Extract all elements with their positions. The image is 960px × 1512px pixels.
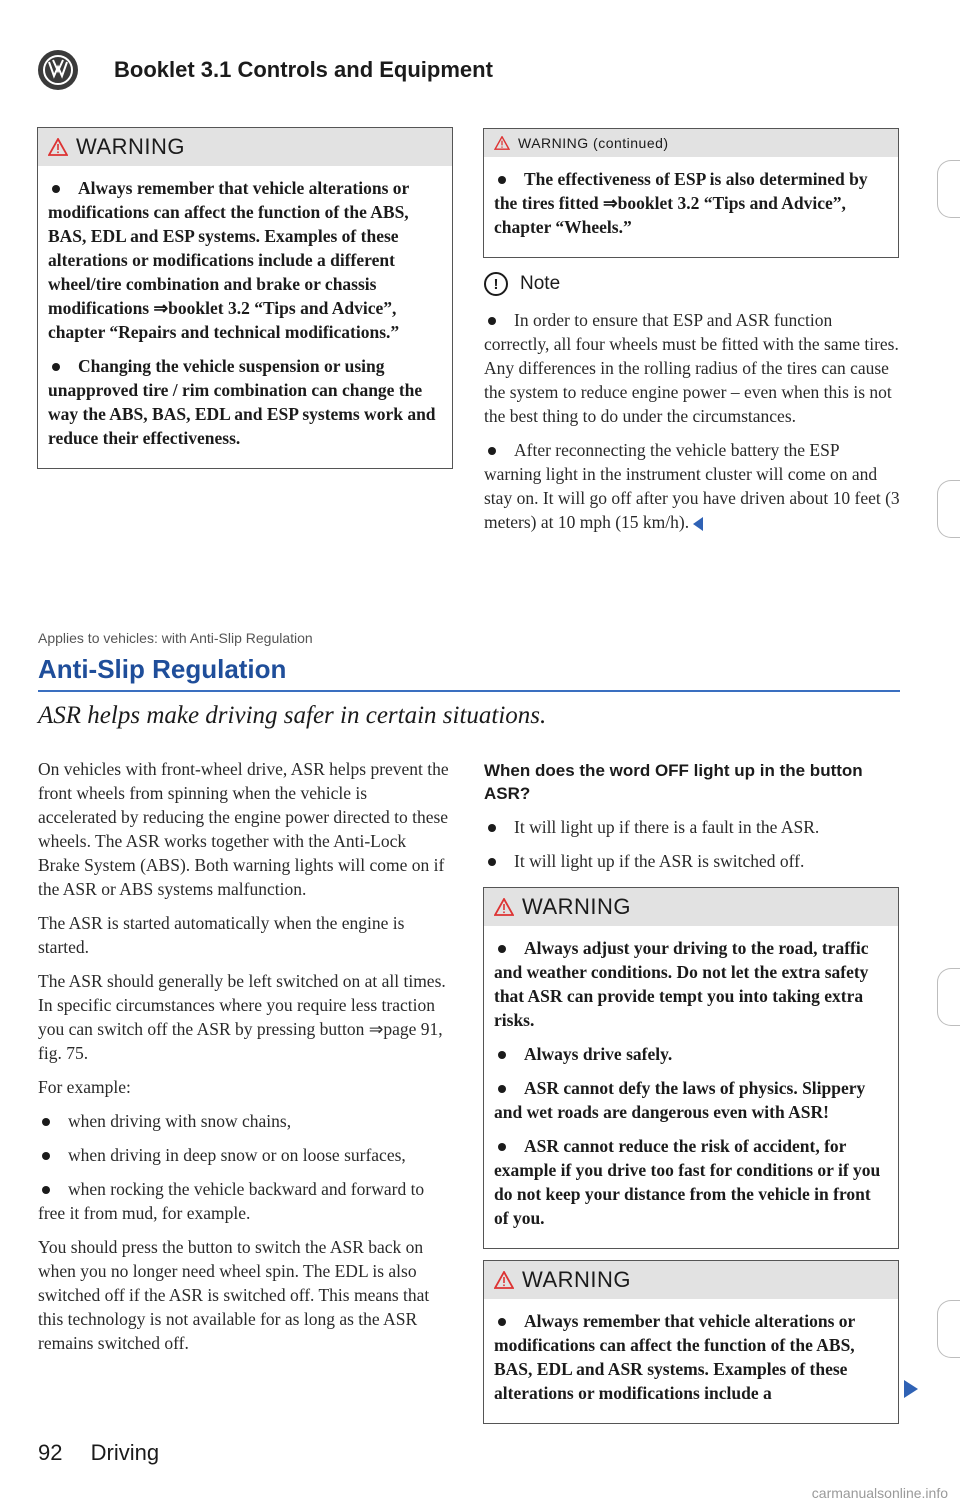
warning-bullet: The effectiveness of ESP is also determined by the tires fitted ⇒booklet 3.2 “Tips and Advice”, chapter “Wheels.”	[494, 169, 868, 237]
left-column-text	[38, 757, 450, 1365]
warning-bullet: Changing the vehicle suspension or using unapproved tire / rim combination can change the way the ABS, BAS, EDL and ESP systems work and reduce their effectiveness.	[48, 356, 436, 448]
warning-triangle-icon	[494, 898, 514, 916]
continue-arrow-icon	[904, 1380, 918, 1398]
example-bullet: when driving in deep snow or on loose surfaces,	[38, 1143, 450, 1167]
page-edge-tab	[937, 160, 960, 218]
warning-triangle-icon	[494, 1271, 514, 1289]
note-header	[484, 272, 560, 296]
watermark: carmanualsonline.info	[811, 1485, 948, 1501]
header-title: Booklet 3.1 Controls and Equipment	[114, 57, 493, 82]
warning-bullet: Always drive safely.	[494, 1042, 888, 1066]
paragraph: On vehicles with front-wheel drive, ASR helps prevent the front wheels from spinning when the vehicle is accelerated by reducing the engine power directed to these wheels. The ASR works together with the Anti-Lock Brake System (ABS). Both warning lights will come on if the ASR or ABS systems malfunction.	[38, 759, 449, 899]
warning-bullet: Always remember that vehicle alterations or modifications can affect the function of the ABS, BAS, EDL and ASR systems. Examples of these alterations or modifications include a	[494, 1311, 855, 1403]
warning-bullet: Always adjust your driving to the road, traffic and weather conditions. Do not let the extra safety that ASR can provide tempt you into taking extra risks.	[494, 938, 869, 1030]
end-of-section-icon	[693, 517, 703, 531]
warning-box-2	[483, 887, 899, 1249]
paragraph: You should press the button to switch the ASR back on when you no longer need wheel spin. The EDL is also switched off if the ASR is switched off. This means that this technology is not available for as long as the ASR remains switched off.	[38, 1237, 430, 1353]
warning-bullet: Always remember that vehicle alterations or modifications can affect the function of the ABS, BAS, EDL and ESP systems. Examples of these alterations or modifications include a different wheel/tire combination and brake or chassis modifications ⇒booklet 3.2 “Tips and Advice”, chapter “Repairs and technical modifications.”	[48, 178, 409, 342]
warning-title: WARNING	[522, 1267, 632, 1292]
example-bullet: when driving with snow chains,	[38, 1109, 450, 1133]
paragraph: The ASR is started automatically when the engine is started.	[38, 913, 405, 957]
warning-continued-title: WARNING (continued)	[518, 135, 669, 151]
warning-header	[484, 129, 898, 157]
section-divider	[38, 690, 900, 692]
warning-bullet: ASR cannot reduce the risk of accident, for example if you drive too fast for conditions or if you do not keep your distance from the vehicle in front of you.	[494, 1136, 881, 1228]
page-number: 92	[38, 1440, 63, 1465]
section-subtitle: ASR helps make driving safer in certain situations.	[38, 702, 547, 729]
footer-section: Driving	[90, 1440, 160, 1465]
warning-bullet: ASR cannot defy the laws of physics. Slippery and wet roads are dangerous even with ASR!	[494, 1078, 866, 1122]
answer-bullet: It will light up if the ASR is switched off.	[484, 849, 900, 873]
warning-triangle-icon	[494, 136, 510, 150]
vw-logo-icon	[38, 50, 78, 90]
question-heading: When does the word OFF light up in the button ASR?	[484, 761, 863, 803]
page-edge-tab	[937, 480, 960, 538]
paragraph: For example:	[38, 1077, 131, 1097]
note-bullet: In order to ensure that ESP and ASR function correctly, all four wheels must be fitted with the same tires. Any differences in the rolling radius of the tires can cause the system to reduce engine power – even when this is not the best thing to do under the circumstances.	[484, 310, 899, 426]
warning-header	[484, 888, 898, 926]
page-header	[38, 50, 493, 90]
warning-header	[38, 128, 452, 166]
warning-title: WARNING	[522, 894, 632, 919]
note-icon: !	[484, 272, 508, 296]
warning-title: WARNING	[76, 134, 186, 159]
answer-bullet: It will light up if there is a fault in the ASR.	[484, 815, 900, 839]
section-title: Anti-Slip Regulation	[38, 654, 287, 684]
warning-triangle-icon	[48, 138, 68, 156]
warning-box-3	[483, 1260, 899, 1424]
question-answers	[484, 815, 900, 883]
warning-continued-box	[483, 128, 899, 258]
page-edge-tab	[937, 1300, 960, 1358]
note-body	[484, 308, 900, 544]
paragraph: The ASR should generally be left switched on at all times. In specific circumstances where you require less traction you can switch off the ASR by pressing button ⇒page 91, fig. 75.	[38, 971, 446, 1063]
warning-box-1	[37, 127, 453, 469]
page-edge-tab	[937, 968, 960, 1026]
note-label: Note	[520, 273, 561, 294]
page-footer	[38, 1440, 159, 1466]
applies-to-line: Applies to vehicles: with Anti-Slip Regulation	[38, 630, 313, 646]
note-bullet: After reconnecting the vehicle battery the ESP warning light in the instrument cluster will come on and stay on. It will go off after you have driven about 10 feet (3 meters) at 10 mph (15 km/h).	[484, 440, 900, 532]
warning-header	[484, 1261, 898, 1299]
example-bullet: when rocking the vehicle backward and forward to free it from mud, for example.	[38, 1179, 425, 1223]
